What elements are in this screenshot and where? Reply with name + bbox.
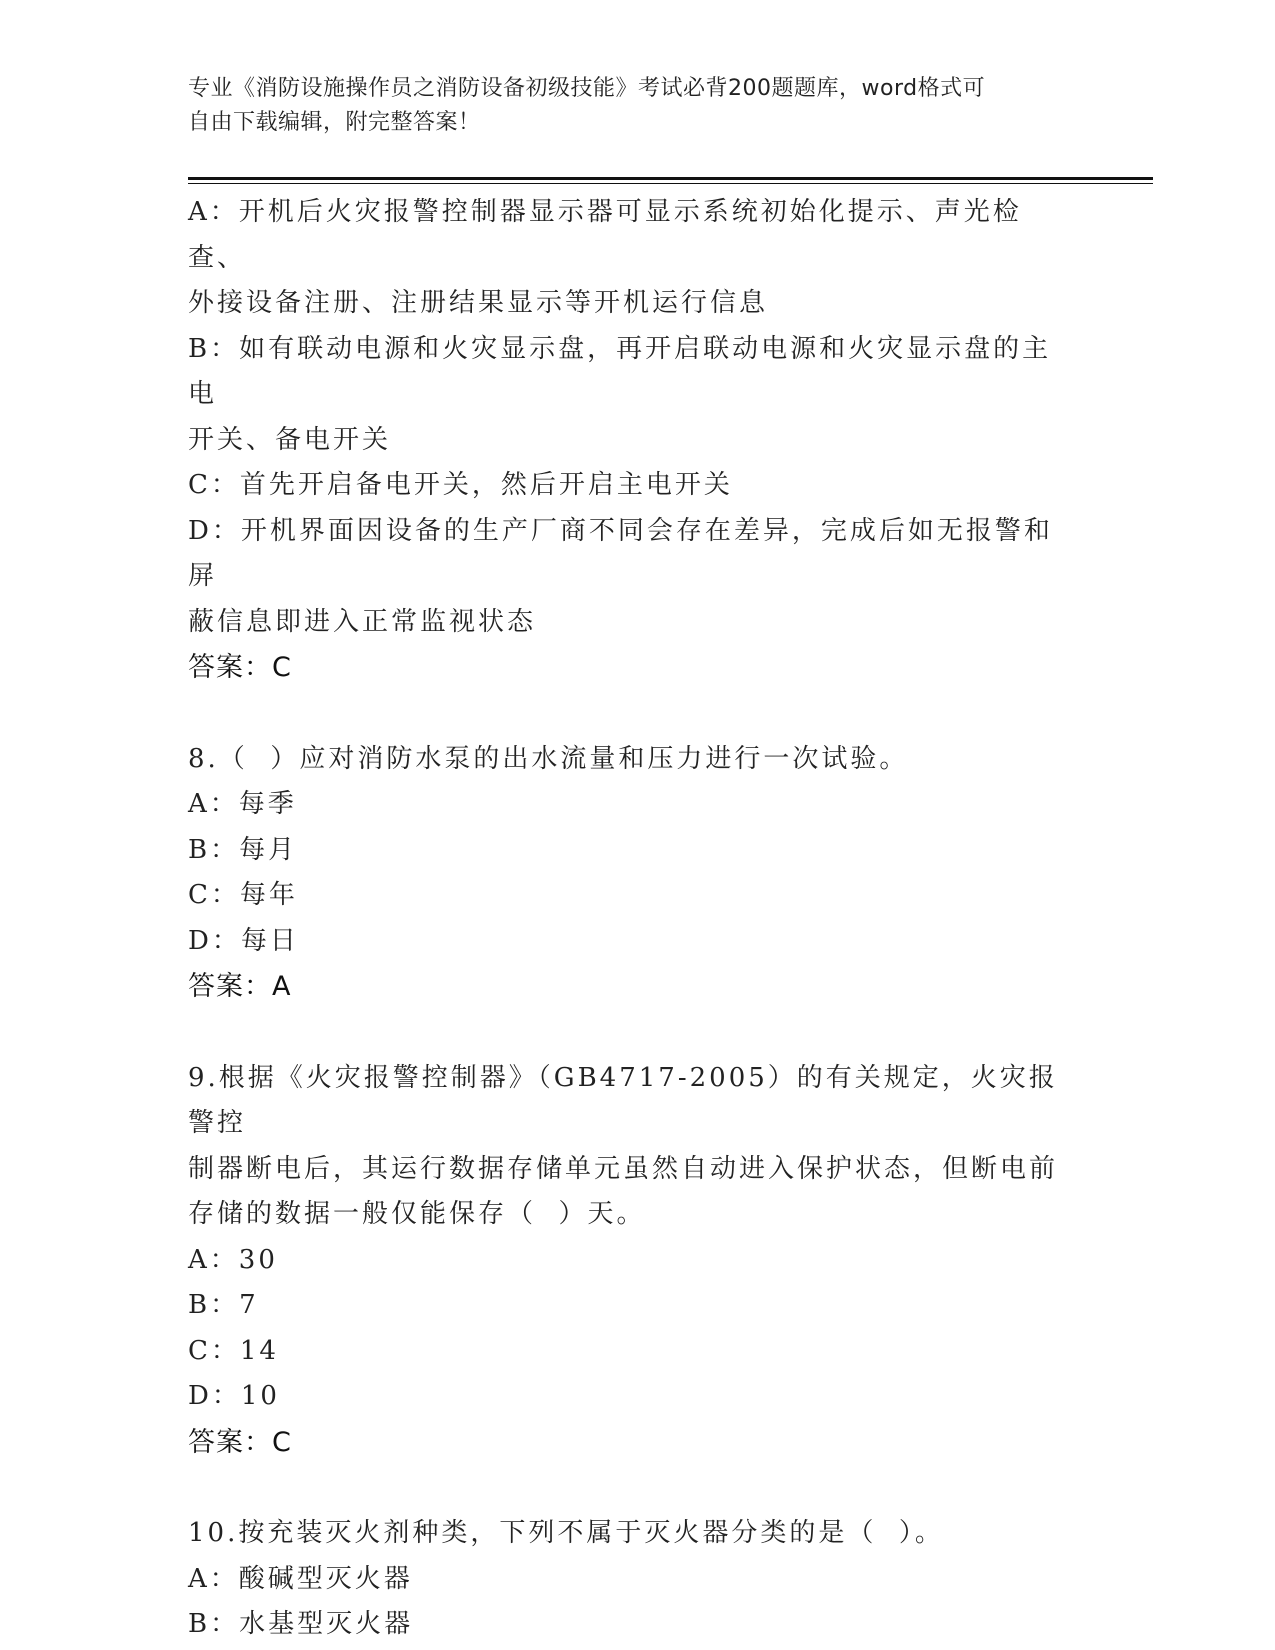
- q7-option-b-line-1: B：如有联动电源和火灾显示盘，再开启联动电源和火灾显示盘的主电: [188, 333, 1052, 409]
- q8-answer: 答案：A: [188, 971, 292, 1002]
- q10-option-b: B：水基型灭火器: [188, 1609, 414, 1639]
- q9-option-a: A：30: [188, 1244, 278, 1275]
- document-body: [188, 190, 1078, 1648]
- q7-answer: 答案：C: [188, 652, 292, 683]
- spacer: [188, 1010, 1078, 1056]
- q7-option-d-line-1: D：开机界面因设备的生产厂商不同会存在差异，完成后如无报警和屏: [188, 515, 1053, 591]
- q9-option-c: C：14: [188, 1335, 279, 1366]
- q9-option-b: B：7: [188, 1290, 259, 1320]
- header-line-2: 自由下载编辑，附完整答案！: [188, 110, 481, 135]
- q10-option-a: A：酸碱型灭火器: [188, 1563, 413, 1594]
- q9-stem-line-3: 存储的数据一般仅能保存（ ）天。: [188, 1199, 646, 1229]
- q9-stem-line-2: 制器断电后，其运行数据存储单元虽然自动进入保护状态，但断电前: [188, 1153, 1059, 1184]
- q7-option-d-line-2: 蔽信息即进入正常监视状态: [188, 606, 537, 637]
- spacer: [188, 691, 1078, 737]
- header-line-1: 专业《消防设施操作员之消防设备初级技能》考试必背200题题库，word格式可: [188, 76, 986, 101]
- document-header: [188, 72, 1068, 140]
- header-divider-thick: [188, 177, 1153, 180]
- q9-stem-line-1: 9.根据《火灾报警控制器》（GB4717-2005）的有关规定，火灾报警控: [188, 1062, 1058, 1138]
- q7-option-b-line-2: 开关、备电开关: [188, 424, 392, 455]
- spacer: [188, 1465, 1078, 1511]
- question-9-block: [188, 1056, 1078, 1466]
- q8-option-d: D：每日: [188, 925, 299, 956]
- q8-option-c: C：每年: [188, 880, 298, 910]
- q9-option-d: D：10: [188, 1381, 280, 1411]
- q9-answer: 答案：C: [188, 1426, 292, 1458]
- q7-option-c: C：首先开启备电开关，然后开启主电开关: [188, 470, 733, 500]
- q8-stem: 8.（ ）应对消防水泵的出水流量和压力进行一次试验。: [188, 743, 909, 774]
- q7-option-a-line-1: A：开机后火灾报警控制器显示器可显示系统初始化提示、声光检查、: [188, 197, 1022, 273]
- q7-option-a-line-2: 外接设备注册、注册结果显示等开机运行信息: [188, 288, 769, 318]
- question-8-block: [188, 737, 1078, 1010]
- q8-option-a: A：每季: [188, 789, 297, 819]
- header-divider-thin: [188, 183, 1153, 184]
- question-7-block: [188, 190, 1078, 691]
- question-10-block: [188, 1511, 1078, 1648]
- q10-stem: 10.按充装灭火剂种类，下列不属于灭火器分类的是（ ）。: [188, 1518, 944, 1548]
- q8-option-b: B：每月: [188, 834, 298, 865]
